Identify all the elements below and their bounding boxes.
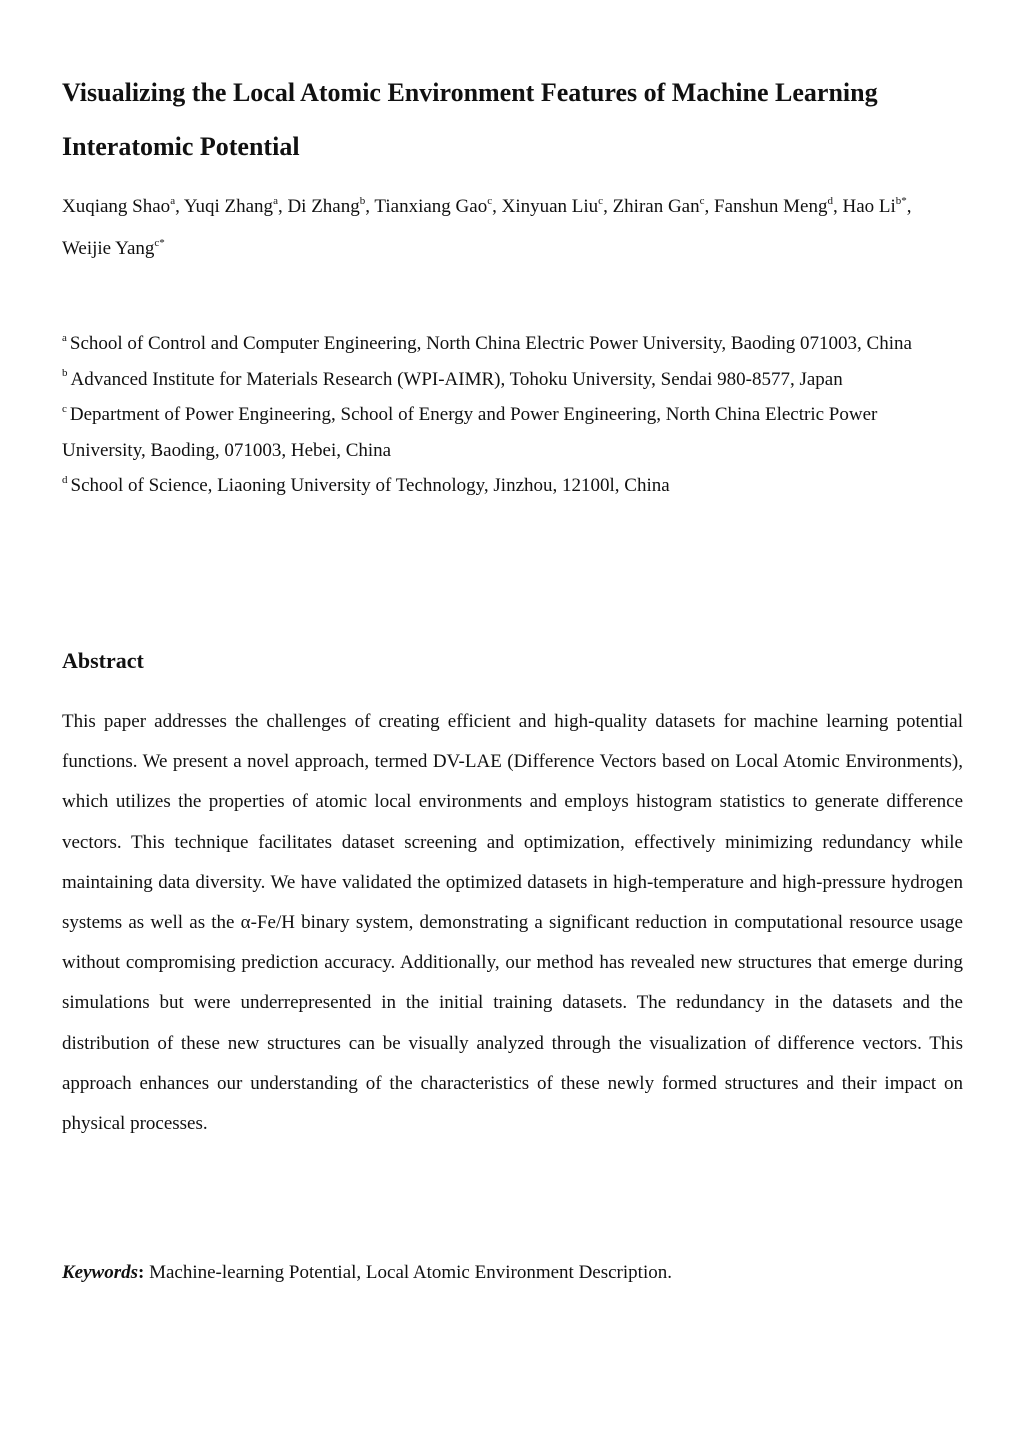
abstract-heading: Abstract <box>62 648 144 673</box>
author: Yuqi Zhang$^a$, <box>183 194 288 217</box>
author-affiliation-mark: c <box>699 194 705 207</box>
affiliation-item <box>62 362 962 398</box>
affiliation-text: Department of Power Engineering, School of Energy and Power Engineering, North China Electric Power University, Baoding, 071003, Hebei, China <box>62 404 878 461</box>
affiliation-list <box>62 326 962 504</box>
author-affiliation-mark: c <box>487 194 493 207</box>
affiliation-text: School of Control and Computer Engineering, North China Electric Power University, Baoding 071003, China <box>69 333 912 354</box>
author: Fanshun Meng$^d$, <box>714 194 843 217</box>
author: Xuqiang Shao$^a$, <box>62 194 184 217</box>
keywords-label: Keywords <box>62 1262 138 1283</box>
author: Xinyuan Liu$^c$, <box>501 194 613 217</box>
abstract-text: This paper addresses the challenges of creating efficient and high-quality datasets for machine learning potential functions. We present a novel approach, termed DV-LAE (Difference Vectors based on Local Atomic Environments), which utilizes the properties of atomic local environments and employs histogram statistics to generate difference vectors. This technique facilitates dataset screening and optimization, effectively minimizing redundancy while maintaining data diversity. We have validated the optimized datasets in high-temperature and high-pressure hydrogen systems as well as the α-Fe/H binary system, demonstrating a significant reduction in computational resource usage without compromising prediction accuracy. Additionally, our method has revealed new structures that emerge during simulations but were underrepresented in the initial training datasets. The redundancy in the datasets and the distribution of these new structures can be visually analyzed through the visualization of difference vectors. This approach enhances our understanding of the characteristics of these newly formed structures and their impact on physical processes. <box>62 711 963 1135</box>
author: Zhiran Gan$^c$, <box>612 194 715 217</box>
author-affiliation-mark: a <box>170 194 176 207</box>
keywords-line <box>62 1258 962 1288</box>
author-affiliation-mark: d <box>827 194 833 207</box>
author-affiliation-mark: b <box>359 194 366 207</box>
author: Tianxiang Gao$^c$, <box>374 194 502 217</box>
keywords-colon: : <box>138 1262 145 1283</box>
author: Hao $Li^{b*}$, <box>842 194 912 217</box>
affiliation-item <box>62 397 962 468</box>
author-list <box>62 186 962 270</box>
paper-title: Visualizing the Local Atomic Environment Features of Machine Learning Interatomic Potential <box>62 78 878 161</box>
author-affiliation-mark: c* <box>154 236 165 249</box>
affiliation-mark: b <box>62 367 68 380</box>
author: Di Zhang$^b$, <box>287 194 375 217</box>
affiliation-mark: d <box>62 473 68 486</box>
affiliation-item <box>62 326 962 362</box>
affiliation-item <box>62 468 962 504</box>
affiliation-text: Advanced Institute for Materials Research (WPI-AIMR), Tohoku University, Sendai 980-8577, Japan <box>70 368 843 390</box>
affiliation-text: School of Science, Liaoning University of Technology, Jinzhou, 12100l, China <box>70 475 670 496</box>
author-affiliation-mark: c <box>598 194 604 207</box>
keywords-text: Machine-learning Potential, Local Atomic Environment Description. <box>144 1262 672 1283</box>
affiliation-mark: a <box>62 331 67 344</box>
affiliation-mark: c <box>62 402 67 415</box>
author-affiliation-mark: b* <box>895 194 907 207</box>
author: Weijie Yang$^{c*}$ <box>62 236 165 259</box>
author-affiliation-mark: a <box>273 194 278 207</box>
